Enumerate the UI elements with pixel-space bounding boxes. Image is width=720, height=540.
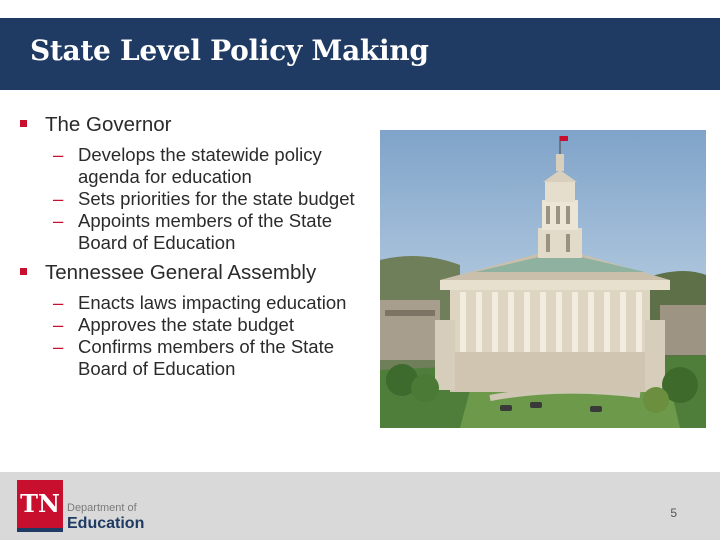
dash-icon: –: [53, 188, 64, 209]
sub-bullet-text: Appoints members of the State Board of Education: [78, 210, 332, 253]
sub-bullet: [20, 210, 380, 254]
bullet-square-icon: [20, 268, 27, 275]
sub-bullet-list: [20, 144, 380, 254]
tn-badge: TN: [17, 480, 63, 532]
tn-education-logo: [17, 480, 157, 532]
logo-education-text: Education: [67, 515, 145, 532]
sub-bullet: [20, 336, 380, 380]
sub-bullet-text: Sets priorities for the state budget: [78, 188, 355, 209]
dash-icon: –: [53, 210, 64, 231]
capitol-building-photo: [380, 130, 706, 428]
dash-icon: –: [53, 292, 64, 313]
dash-icon: –: [53, 314, 64, 335]
sub-bullet: [20, 144, 380, 188]
logo-department-text: Department of: [67, 502, 137, 514]
sub-bullet-text: Develops the statewide policy agenda for education: [78, 144, 322, 187]
dash-icon: –: [53, 144, 64, 165]
bullet-governor: [20, 112, 380, 138]
bullet-square-icon: [20, 120, 27, 127]
bullet-text: Tennessee General Assembly: [45, 261, 317, 284]
bullet-list: [20, 112, 380, 386]
sub-bullet: [20, 314, 380, 336]
slide-title: State Level Policy Making: [30, 34, 429, 67]
sub-bullet-text: Approves the state budget: [78, 314, 294, 335]
dash-icon: –: [53, 336, 64, 357]
sub-bullet-text: Confirms members of the State Board of Education: [78, 336, 335, 379]
bullet-general-assembly: [20, 260, 380, 286]
sub-bullet-list: [20, 292, 380, 380]
sub-bullet: [20, 292, 380, 314]
sub-bullet: [20, 188, 380, 210]
tn-badge-stripe: [17, 528, 63, 532]
sub-bullet-text: Enacts laws impacting education: [78, 292, 347, 313]
bullet-text: The Governor: [45, 113, 172, 136]
page-number: 5: [670, 506, 677, 520]
